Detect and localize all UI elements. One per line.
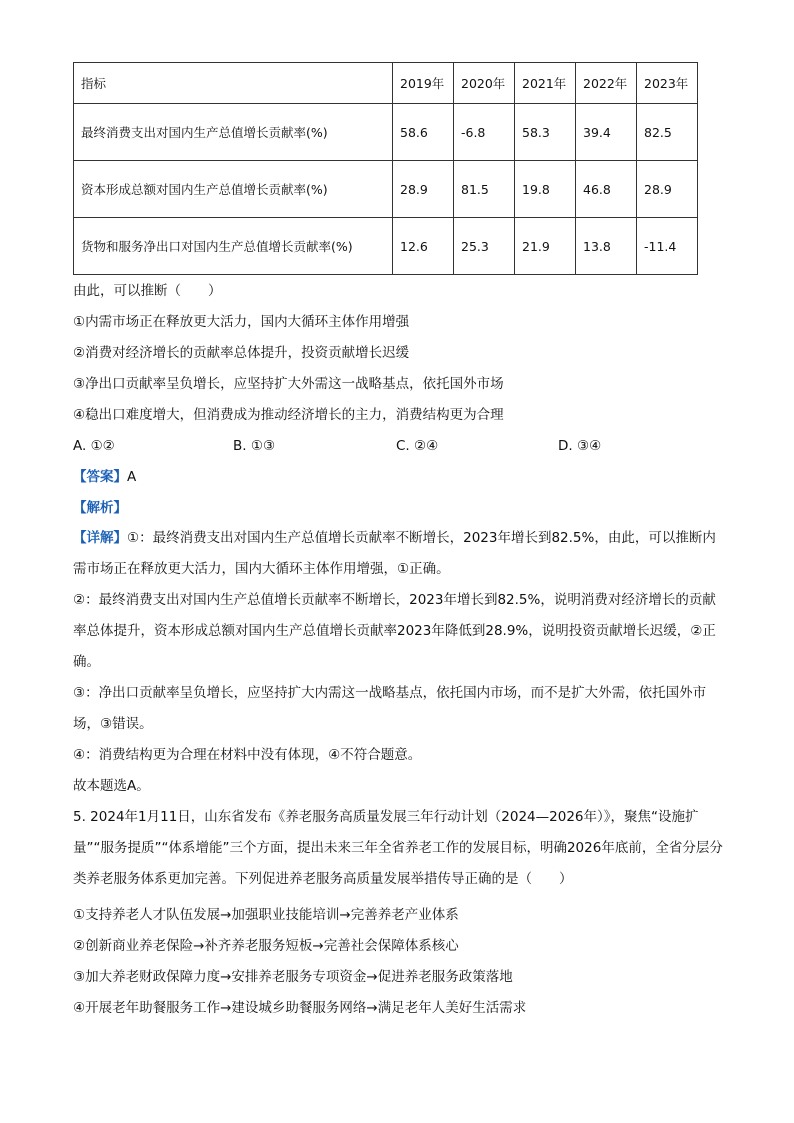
answer-option: D. ③④ xyxy=(558,438,602,454)
analysis-label: 【解析】 xyxy=(73,500,127,516)
table-header-row xyxy=(74,63,698,104)
table-cell: -11.4 xyxy=(637,218,698,275)
table-header-cell: 2019年 xyxy=(393,63,454,104)
table-header-cell: 2021年 xyxy=(515,63,576,104)
detail-label: 【详解】 xyxy=(73,530,127,546)
statement-item: ②消费对经济增长的贡献率总体提升，投资贡献增长迟缓 xyxy=(73,345,410,361)
table-header-cell: 指标 xyxy=(74,63,393,104)
detail-paragraph-4: ④：消费结构更为合理在材料中没有体现，④不符合题意。 xyxy=(73,747,422,763)
table-cell: 81.5 xyxy=(454,161,515,218)
table-row xyxy=(74,161,698,218)
statement-item: ③加大养老财政保障力度→安排养老服务专项资金→促进养老服务政策落地 xyxy=(73,969,513,985)
question-stem: 由此，可以推断（ ） xyxy=(73,283,222,299)
table-cell: 28.9 xyxy=(393,161,454,218)
table-cell: 19.8 xyxy=(515,161,576,218)
analysis-heading xyxy=(73,498,127,518)
table-cell: 最终消费支出对国内生产总值增长贡献率(%) xyxy=(74,104,393,161)
contribution-rate-table xyxy=(73,62,698,275)
answer-line xyxy=(73,467,136,487)
conclusion: 故本题选A。 xyxy=(73,778,150,794)
answer-option: A. ①② xyxy=(73,438,115,454)
table-row xyxy=(74,218,698,275)
detail-paragraph-3: ③：净出口贡献率呈负增长，应坚持扩大内需这一战略基点，依托国内市场，而不是扩大外需，依托国外市场，③错误。 xyxy=(73,685,707,732)
table-cell: -6.8 xyxy=(454,104,515,161)
statement-item: ④稳出口难度增大，但消费成为推动经济增长的主力，消费结构更为合理 xyxy=(73,407,504,423)
statement-item: ④开展老年助餐服务工作→建设城乡助餐服务网络→满足老年人美好生活需求 xyxy=(73,1000,527,1016)
table-cell: 货物和服务净出口对国内生产总值增长贡献率(%) xyxy=(74,218,393,275)
table-cell: 39.4 xyxy=(576,104,637,161)
detail-paragraph-1 xyxy=(73,523,723,585)
table-cell: 28.9 xyxy=(637,161,698,218)
table-cell: 13.8 xyxy=(576,218,637,275)
table-header-cell: 2020年 xyxy=(454,63,515,104)
table-cell: 资本形成总额对国内生产总值增长贡献率(%) xyxy=(74,161,393,218)
table-cell: 21.9 xyxy=(515,218,576,275)
statement-item: ①内需市场正在释放更大活力，国内大循环主体作用增强 xyxy=(73,314,410,330)
table-header-cell: 2023年 xyxy=(637,63,698,104)
answer-label: 【答案】 xyxy=(73,469,127,485)
table-cell: 12.6 xyxy=(393,218,454,275)
statement-item: ①支持养老人才队伍发展→加强职业技能培训→完善养老产业体系 xyxy=(73,907,459,923)
table-cell: 46.8 xyxy=(576,161,637,218)
table-cell: 82.5 xyxy=(637,104,698,161)
answer-option: B. ①③ xyxy=(233,438,276,454)
question-5-stem: 5. 2024年1月11日，山东省发布《养老服务高质量发展三年行动计划（2024—2026年）》，聚焦“设施扩量”“服务提质”“体系增能”三个方面，提出未来三年全省养老工作的发展目标，明确2026年底前，全省分层分类养老服务体系更加完善。下列促进养老服务高质量发展举措传导正确的是（ ） xyxy=(73,809,723,887)
answer-value: A xyxy=(127,469,137,485)
detail-text: ①：最终消费支出对国内生产总值增长贡献率不断增长，2023年增长到82.5%，由此，可以推断内需市场正在释放更大活力，国内大循环主体作用增强，①正确。 xyxy=(73,530,716,577)
table-cell: 58.6 xyxy=(393,104,454,161)
statement-item: ②创新商业养老保险→补齐养老服务短板→完善社会保障体系核心 xyxy=(73,938,459,954)
detail-paragraph-2: ②：最终消费支出对国内生产总值增长贡献率不断增长，2023年增长到82.5%，说明消费对经济增长的贡献率总体提升，资本形成总额对国内生产总值增长贡献率2023年降低到28.9%，说明投资贡献增长迟缓，②正确。 xyxy=(73,592,716,670)
table-cell: 25.3 xyxy=(454,218,515,275)
answer-option: C. ②④ xyxy=(396,438,439,454)
table-header-cell: 2022年 xyxy=(576,63,637,104)
table-cell: 58.3 xyxy=(515,104,576,161)
statement-item: ③净出口贡献率呈负增长，应坚持扩大外需这一战略基点，依托国外市场 xyxy=(73,376,504,392)
table-row xyxy=(74,104,698,161)
